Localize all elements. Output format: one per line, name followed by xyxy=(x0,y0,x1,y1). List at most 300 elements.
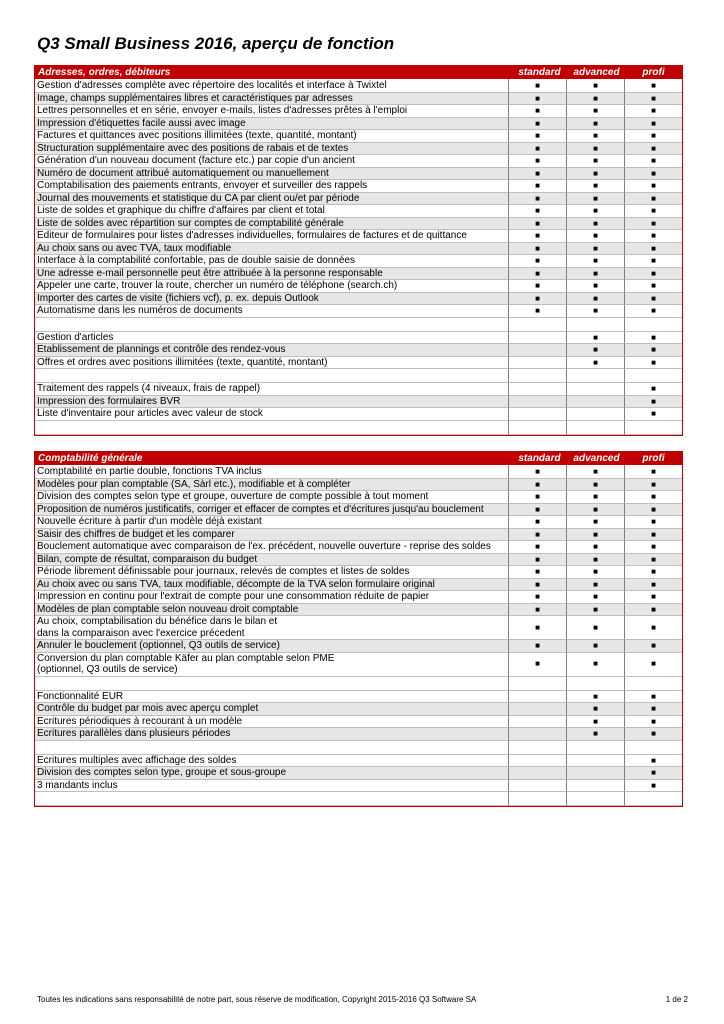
feature-text: 3 mandants inclus xyxy=(37,779,118,791)
check-square-icon: ■ xyxy=(651,691,656,701)
feature-row xyxy=(35,396,682,409)
spacer-row xyxy=(35,792,682,806)
feature-description xyxy=(35,369,508,383)
availability-mark-standard xyxy=(508,677,566,691)
feature-description xyxy=(35,93,508,106)
feature-row xyxy=(35,529,682,542)
availability-mark-advanced xyxy=(566,677,624,691)
feature-row xyxy=(35,243,682,256)
availability-mark-standard xyxy=(508,369,566,383)
check-square-icon: ■ xyxy=(535,604,540,614)
availability-mark-profi xyxy=(624,79,682,93)
feature-text: Automatisme dans les numéros de documents xyxy=(37,305,243,316)
feature-text: Fonctionnalité EUR xyxy=(37,690,124,702)
feature-text: Au choix, comptabilisation du bénéfice dans le bilan et xyxy=(37,616,278,627)
check-square-icon: ■ xyxy=(651,281,656,290)
feature-description xyxy=(35,491,508,504)
feature-description xyxy=(35,396,508,409)
availability-mark-standard xyxy=(508,93,566,106)
feature-row xyxy=(35,344,682,357)
availability-mark-standard xyxy=(508,218,566,231)
feature-text: Comptabilité en partie double, fonctions TVA inclus xyxy=(37,466,262,477)
availability-mark-profi xyxy=(624,677,682,691)
availability-mark-advanced xyxy=(566,554,624,567)
availability-mark-standard xyxy=(508,180,566,193)
availability-mark-standard xyxy=(508,703,566,716)
feature-row xyxy=(35,554,682,567)
feature-description xyxy=(35,305,508,318)
availability-mark-standard xyxy=(508,79,566,93)
availability-mark-profi xyxy=(624,230,682,243)
availability-mark-advanced xyxy=(566,767,624,780)
feature-row xyxy=(35,640,682,653)
feature-description xyxy=(35,318,508,332)
check-square-icon: ■ xyxy=(651,143,656,153)
availability-mark-advanced xyxy=(566,280,624,293)
feature-description xyxy=(35,640,508,653)
feature-text: Contrôle du budget par mois avec aperçu complet xyxy=(37,703,259,714)
availability-mark-profi xyxy=(624,591,682,604)
check-square-icon: ■ xyxy=(651,193,656,203)
availability-mark-profi xyxy=(624,205,682,218)
check-square-icon: ■ xyxy=(593,622,598,632)
availability-mark-profi xyxy=(624,792,682,806)
check-square-icon: ■ xyxy=(535,567,540,576)
check-square-icon: ■ xyxy=(593,156,598,165)
availability-mark-advanced xyxy=(566,168,624,181)
check-square-icon: ■ xyxy=(651,256,656,265)
feature-description xyxy=(35,566,508,579)
availability-mark-standard xyxy=(508,230,566,243)
availability-mark-profi xyxy=(624,691,682,704)
availability-mark-profi xyxy=(624,728,682,741)
check-square-icon: ■ xyxy=(593,131,598,140)
check-square-icon: ■ xyxy=(535,193,540,203)
availability-mark-standard xyxy=(508,554,566,567)
availability-mark-advanced xyxy=(566,155,624,168)
availability-mark-advanced xyxy=(566,728,624,741)
feature-description xyxy=(35,554,508,567)
feature-text: Modèles de plan comptable selon nouveau droit comptable xyxy=(37,603,299,615)
check-square-icon: ■ xyxy=(593,93,598,103)
check-square-icon: ■ xyxy=(651,332,656,342)
check-square-icon: ■ xyxy=(593,181,598,190)
check-square-icon: ■ xyxy=(651,479,656,489)
feature-text: Modèles pour plan comptable (SA, Sàrl etc.), modifiable et à compléter xyxy=(37,478,351,490)
feature-row xyxy=(35,579,682,592)
check-square-icon: ■ xyxy=(651,131,656,140)
feature-text: Génération d'un nouveau document (facture etc.) par copie d'un ancient xyxy=(37,155,355,166)
check-square-icon: ■ xyxy=(535,181,540,190)
availability-mark-standard xyxy=(508,691,566,704)
availability-mark-profi xyxy=(624,268,682,281)
availability-mark-advanced xyxy=(566,741,624,755)
availability-mark-standard xyxy=(508,479,566,492)
feature-description xyxy=(35,767,508,780)
check-square-icon: ■ xyxy=(535,504,540,514)
feature-text: Importer des cartes de visite (fichiers vcf), p. ex. depuis Outlook xyxy=(37,292,319,304)
check-square-icon: ■ xyxy=(535,529,540,539)
check-square-icon: ■ xyxy=(593,729,598,738)
feature-text: Bilan, compte de résultat, comparaison du budget xyxy=(37,553,258,565)
availability-mark-profi xyxy=(624,255,682,268)
check-square-icon: ■ xyxy=(593,345,598,354)
check-square-icon: ■ xyxy=(535,243,540,253)
availability-mark-advanced xyxy=(566,305,624,318)
check-square-icon: ■ xyxy=(651,467,656,476)
feature-row xyxy=(35,180,682,193)
availability-mark-advanced xyxy=(566,180,624,193)
check-square-icon: ■ xyxy=(593,691,598,701)
availability-mark-advanced xyxy=(566,408,624,421)
availability-mark-advanced xyxy=(566,755,624,768)
availability-mark-profi xyxy=(624,280,682,293)
availability-mark-profi xyxy=(624,383,682,396)
check-square-icon: ■ xyxy=(593,716,598,726)
spacer-row xyxy=(35,369,682,383)
feature-description xyxy=(35,268,508,281)
availability-mark-profi xyxy=(624,755,682,768)
feature-text: Image, champs supplémentaires libres et caractéristiques par adresses xyxy=(37,92,353,104)
check-square-icon: ■ xyxy=(535,542,540,551)
feature-row xyxy=(35,755,682,768)
availability-mark-standard xyxy=(508,591,566,604)
availability-mark-advanced xyxy=(566,143,624,156)
availability-mark-standard xyxy=(508,566,566,579)
check-square-icon: ■ xyxy=(593,579,598,589)
check-square-icon: ■ xyxy=(651,409,656,418)
availability-mark-advanced xyxy=(566,344,624,357)
feature-text: Liste de soldes et graphique du chiffre d'affaires par client et total xyxy=(37,205,325,216)
check-square-icon: ■ xyxy=(593,193,598,203)
check-square-icon: ■ xyxy=(593,168,598,178)
feature-row xyxy=(35,479,682,492)
feature-description xyxy=(35,479,508,492)
availability-mark-standard xyxy=(508,305,566,318)
availability-mark-profi xyxy=(624,318,682,332)
availability-mark-profi xyxy=(624,168,682,181)
feature-text: Liste d'inventaire pour articles avec valeur de stock xyxy=(37,408,263,419)
check-square-icon: ■ xyxy=(535,131,540,140)
availability-mark-profi xyxy=(624,516,682,529)
availability-mark-advanced xyxy=(566,369,624,383)
check-square-icon: ■ xyxy=(651,118,656,128)
feature-text: Nouvelle écriture à partir d'un modèle déjà existant xyxy=(37,516,262,527)
check-square-icon: ■ xyxy=(651,659,656,669)
availability-mark-profi xyxy=(624,143,682,156)
feature-description xyxy=(35,357,508,370)
feature-description xyxy=(35,677,508,691)
feature-text: Proposition de numéros justificatifs, corriger et effacer de comptes et d'écritures jusqu'au bouclement xyxy=(37,503,484,515)
availability-mark-profi xyxy=(624,396,682,409)
feature-text: Au choix avec ou sans TVA, taux modifiable, décompte de la TVA selon formulaire original xyxy=(37,578,435,590)
check-square-icon: ■ xyxy=(593,567,598,576)
check-square-icon: ■ xyxy=(651,306,656,315)
feature-description xyxy=(35,255,508,268)
availability-mark-advanced xyxy=(566,318,624,332)
check-square-icon: ■ xyxy=(535,206,540,215)
availability-mark-standard xyxy=(508,118,566,131)
availability-mark-profi xyxy=(624,193,682,206)
feature-row xyxy=(35,118,682,131)
feature-text: Appeler une carte, trouver la route, chercher un numéro de téléphone (search.ch) xyxy=(37,280,398,291)
feature-row xyxy=(35,728,682,741)
availability-mark-profi xyxy=(624,155,682,168)
section-heading: Adresses, ordres, débiteurs xyxy=(38,66,171,78)
feature-description xyxy=(35,155,508,168)
check-square-icon: ■ xyxy=(651,579,656,589)
availability-mark-advanced xyxy=(566,640,624,653)
availability-mark-advanced xyxy=(566,230,624,243)
check-square-icon: ■ xyxy=(651,396,656,406)
availability-mark-standard xyxy=(508,421,566,435)
feature-row xyxy=(35,218,682,231)
feature-text: Numéro de document attribué automatiquement ou manuellement xyxy=(37,167,329,179)
spacer-row xyxy=(35,421,682,435)
check-square-icon: ■ xyxy=(535,268,540,278)
check-square-icon: ■ xyxy=(651,492,656,501)
check-square-icon: ■ xyxy=(651,218,656,228)
availability-mark-profi xyxy=(624,465,682,479)
check-square-icon: ■ xyxy=(651,592,656,601)
feature-row xyxy=(35,653,682,677)
feature-description xyxy=(35,529,508,542)
check-square-icon: ■ xyxy=(535,579,540,589)
feature-row xyxy=(35,691,682,704)
availability-mark-standard xyxy=(508,516,566,529)
availability-mark-advanced xyxy=(566,93,624,106)
feature-text: Bouclement automatique avec comparaison de l'ex. précédent, nouvelle ouverture - reprise des soldes xyxy=(37,541,491,552)
check-square-icon: ■ xyxy=(593,243,598,253)
availability-mark-standard xyxy=(508,143,566,156)
feature-row xyxy=(35,591,682,604)
feature-text: Liste de soldes avec répartition sur comptes de comptabilité générale xyxy=(37,217,344,229)
availability-mark-profi xyxy=(624,305,682,318)
feature-description xyxy=(35,421,508,435)
availability-mark-advanced xyxy=(566,465,624,479)
feature-description xyxy=(35,604,508,617)
check-square-icon: ■ xyxy=(593,529,598,539)
feature-description xyxy=(35,130,508,143)
check-square-icon: ■ xyxy=(535,622,540,632)
availability-mark-standard xyxy=(508,408,566,421)
check-square-icon: ■ xyxy=(535,231,540,240)
check-square-icon: ■ xyxy=(535,293,540,303)
feature-row xyxy=(35,93,682,106)
spacer-row xyxy=(35,318,682,332)
check-square-icon: ■ xyxy=(593,492,598,501)
check-square-icon: ■ xyxy=(651,704,656,713)
availability-mark-profi xyxy=(624,616,682,640)
check-square-icon: ■ xyxy=(651,106,656,115)
check-square-icon: ■ xyxy=(593,332,598,342)
availability-mark-advanced xyxy=(566,218,624,231)
check-square-icon: ■ xyxy=(535,168,540,178)
feature-text: Impression d'étiquettes facile aussi avec image xyxy=(37,117,246,129)
footer-disclaimer: Toutes les indications sans responsabilité de notre part, sous réserve de modification, Copyright 2015-2016 Q3 Software SA xyxy=(37,995,477,1004)
check-square-icon: ■ xyxy=(651,268,656,278)
check-square-icon: ■ xyxy=(593,106,598,115)
availability-mark-standard xyxy=(508,168,566,181)
check-square-icon: ■ xyxy=(535,93,540,103)
feature-description xyxy=(35,193,508,206)
availability-mark-advanced xyxy=(566,716,624,729)
check-square-icon: ■ xyxy=(535,554,540,564)
feature-description xyxy=(35,205,508,218)
column-header-standard: standard xyxy=(518,452,561,464)
feature-description xyxy=(35,504,508,517)
check-square-icon: ■ xyxy=(651,293,656,303)
feature-text: Saisir des chiffres de budget et les comparer xyxy=(37,528,235,540)
availability-mark-standard xyxy=(508,640,566,653)
availability-mark-profi xyxy=(624,293,682,306)
column-header-profi: profi xyxy=(642,452,665,464)
availability-mark-advanced xyxy=(566,591,624,604)
check-square-icon: ■ xyxy=(593,542,598,551)
feature-row xyxy=(35,703,682,716)
feature-text: Ecritures parallèles dans plusieurs périodes xyxy=(37,728,231,739)
check-square-icon: ■ xyxy=(535,592,540,601)
check-square-icon: ■ xyxy=(535,256,540,265)
check-square-icon: ■ xyxy=(535,659,540,669)
check-square-icon: ■ xyxy=(651,641,656,650)
feature-row xyxy=(35,332,682,345)
feature-row xyxy=(35,168,682,181)
check-square-icon: ■ xyxy=(593,479,598,489)
check-square-icon: ■ xyxy=(593,206,598,215)
feature-text: Au choix sans ou avec TVA, taux modifiable xyxy=(37,242,232,254)
feature-text: Editeur de formulaires pour listes d'adresses individuelles, formulaires de factures et de quittance xyxy=(37,230,467,241)
availability-mark-profi xyxy=(624,369,682,383)
availability-mark-standard xyxy=(508,268,566,281)
availability-mark-profi xyxy=(624,703,682,716)
feature-row xyxy=(35,293,682,306)
availability-mark-profi xyxy=(624,566,682,579)
check-square-icon: ■ xyxy=(651,755,656,765)
availability-mark-standard xyxy=(508,280,566,293)
feature-row xyxy=(35,155,682,168)
availability-mark-profi xyxy=(624,479,682,492)
feature-row xyxy=(35,616,682,640)
availability-mark-profi xyxy=(624,118,682,131)
feature-row xyxy=(35,716,682,729)
feature-description xyxy=(35,344,508,357)
feature-description xyxy=(35,716,508,729)
availability-mark-profi xyxy=(624,408,682,421)
availability-mark-standard xyxy=(508,193,566,206)
availability-mark-profi xyxy=(624,716,682,729)
check-square-icon: ■ xyxy=(651,156,656,165)
check-square-icon: ■ xyxy=(535,106,540,115)
check-square-icon: ■ xyxy=(593,256,598,265)
availability-mark-profi xyxy=(624,767,682,780)
check-square-icon: ■ xyxy=(651,716,656,726)
availability-mark-standard xyxy=(508,716,566,729)
availability-mark-profi xyxy=(624,180,682,193)
feature-description xyxy=(35,180,508,193)
column-header-advanced: advanced xyxy=(573,452,620,464)
feature-row xyxy=(35,541,682,554)
check-square-icon: ■ xyxy=(651,542,656,551)
feature-row xyxy=(35,780,682,793)
feature-description xyxy=(35,383,508,396)
availability-mark-profi xyxy=(624,604,682,617)
availability-mark-standard xyxy=(508,504,566,517)
feature-text: Ecritures périodiques à recourant à un modèle xyxy=(37,715,243,727)
availability-mark-advanced xyxy=(566,293,624,306)
feature-text: Gestion d'articles xyxy=(37,331,114,343)
availability-mark-advanced xyxy=(566,396,624,409)
availability-mark-standard xyxy=(508,105,566,118)
check-square-icon: ■ xyxy=(651,181,656,190)
availability-mark-standard xyxy=(508,653,566,677)
feature-text: Gestion d'adresses complète avec répertoire des localités et interface à Twixtel xyxy=(37,80,387,91)
feature-description xyxy=(35,691,508,704)
availability-mark-advanced xyxy=(566,421,624,435)
availability-mark-advanced xyxy=(566,616,624,640)
feature-text-line2: dans la comparaison avec l'exercice précedent xyxy=(37,627,245,639)
feature-description xyxy=(35,79,508,93)
feature-text-line2: (optionnel, Q3 outils de service) xyxy=(37,664,178,675)
feature-description xyxy=(35,792,508,806)
feature-row xyxy=(35,205,682,218)
availability-mark-standard xyxy=(508,579,566,592)
availability-mark-advanced xyxy=(566,691,624,704)
check-square-icon: ■ xyxy=(593,293,598,303)
feature-description xyxy=(35,230,508,243)
section-header xyxy=(35,65,682,79)
feature-description xyxy=(35,579,508,592)
feature-description xyxy=(35,703,508,716)
availability-mark-profi xyxy=(624,491,682,504)
availability-mark-profi xyxy=(624,579,682,592)
check-square-icon: ■ xyxy=(593,467,598,476)
availability-mark-advanced xyxy=(566,780,624,793)
feature-text: Interface à la comptabilité confortable, pas de double saisie de données xyxy=(37,255,355,266)
feature-text: Période librement définissable pour journaux, relevés de comptes et listes de soldes xyxy=(37,566,410,577)
availability-mark-advanced xyxy=(566,130,624,143)
check-square-icon: ■ xyxy=(535,81,540,90)
availability-mark-advanced xyxy=(566,255,624,268)
feature-text: Impression des formulaires BVR xyxy=(37,395,181,407)
check-square-icon: ■ xyxy=(651,243,656,253)
feature-description xyxy=(35,243,508,256)
availability-mark-advanced xyxy=(566,604,624,617)
availability-mark-profi xyxy=(624,218,682,231)
check-square-icon: ■ xyxy=(651,554,656,564)
check-square-icon: ■ xyxy=(651,93,656,103)
availability-mark-profi xyxy=(624,541,682,554)
check-square-icon: ■ xyxy=(535,281,540,290)
check-square-icon: ■ xyxy=(651,729,656,738)
availability-mark-standard xyxy=(508,130,566,143)
check-square-icon: ■ xyxy=(593,704,598,713)
feature-row xyxy=(35,504,682,517)
feature-text: Lettres personnelles et en série, envoyer e-mails, listes d'adresses prêtes à l'emploi xyxy=(37,105,408,116)
availability-mark-profi xyxy=(624,93,682,106)
check-square-icon: ■ xyxy=(651,529,656,539)
availability-mark-advanced xyxy=(566,79,624,93)
feature-row xyxy=(35,767,682,780)
check-square-icon: ■ xyxy=(593,118,598,128)
feature-description xyxy=(35,143,508,156)
feature-row xyxy=(35,465,682,479)
availability-mark-standard xyxy=(508,780,566,793)
feature-description xyxy=(35,218,508,231)
check-square-icon: ■ xyxy=(593,143,598,153)
availability-mark-profi xyxy=(624,741,682,755)
feature-description xyxy=(35,118,508,131)
